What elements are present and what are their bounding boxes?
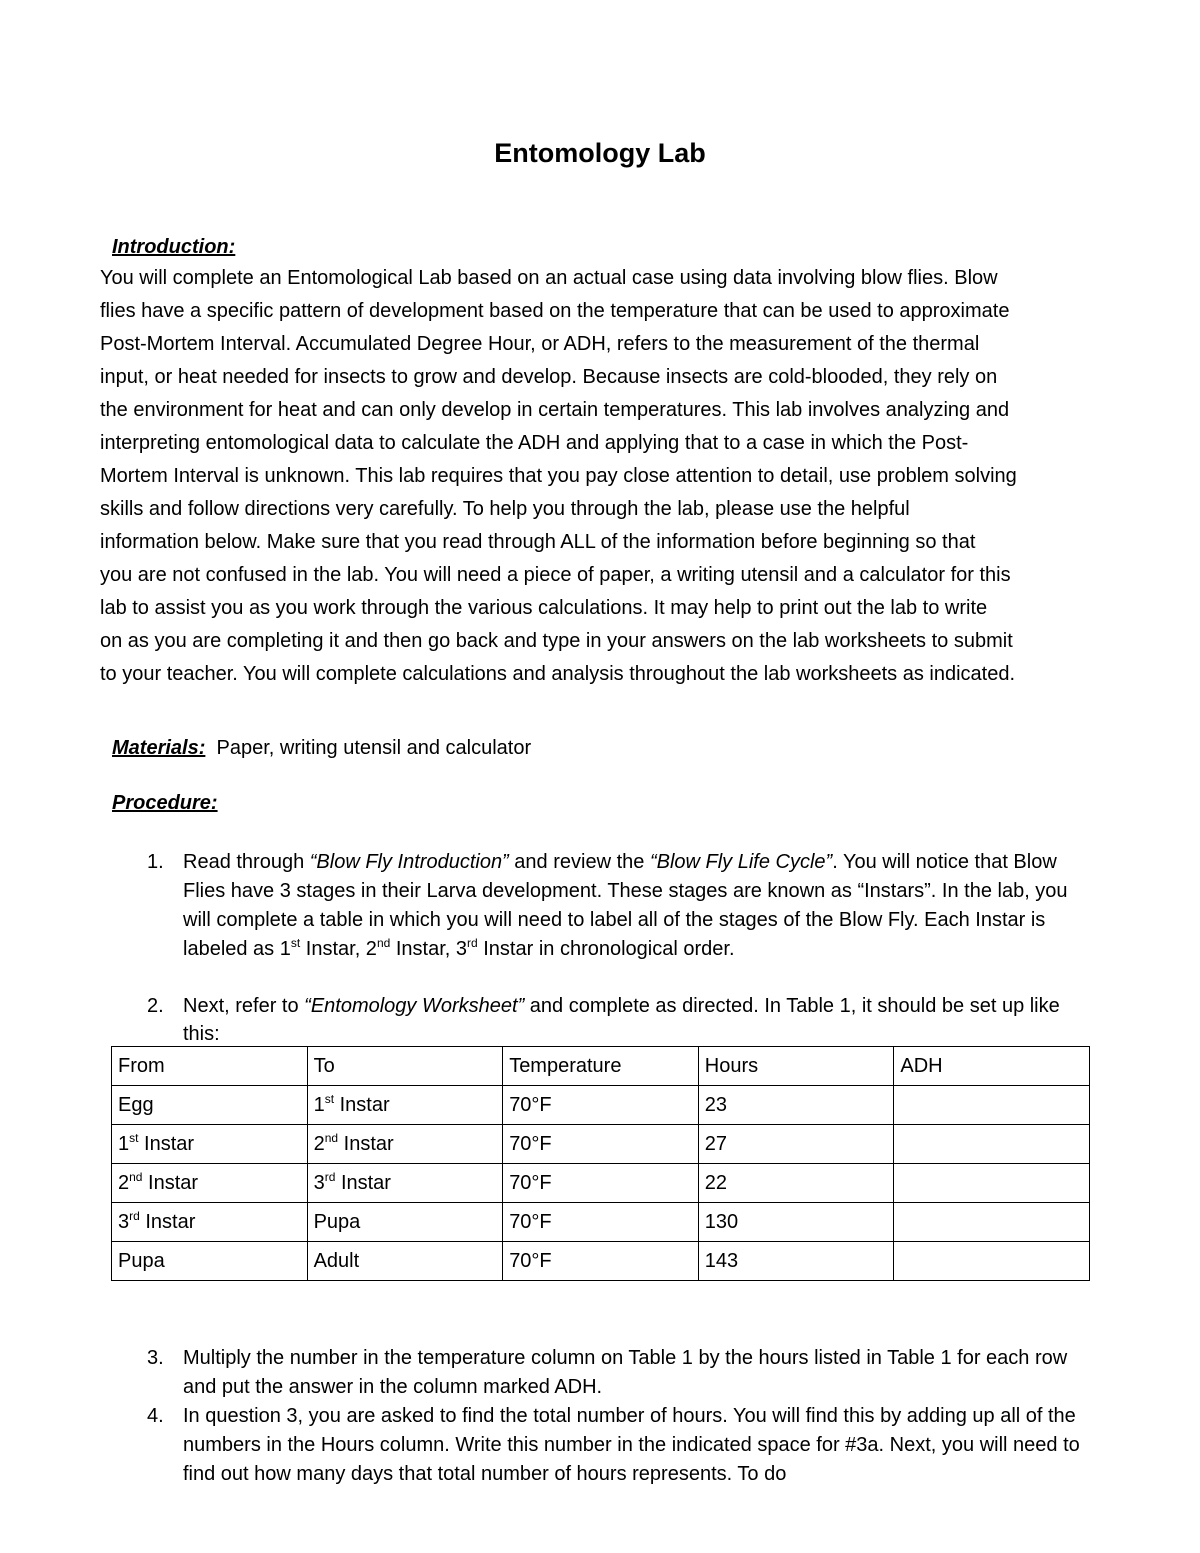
hours-cell: 130 <box>698 1203 894 1242</box>
temperature-cell: 70°F <box>503 1242 699 1281</box>
step-number: 3. <box>147 1347 164 1369</box>
table-row <box>112 1125 1090 1164</box>
adh-cell <box>894 1164 1090 1203</box>
procedure-step-4 <box>100 1402 1100 1489</box>
step-number: 2. <box>147 995 164 1017</box>
to-cell: Adult <box>307 1242 503 1281</box>
table-header-row <box>112 1047 1090 1086</box>
materials-section <box>112 737 531 760</box>
from-cell: 3rd Instar <box>112 1203 308 1242</box>
adh-cell <box>894 1242 1090 1281</box>
materials-heading: Materials: <box>112 737 206 759</box>
temperature-cell: 70°F <box>503 1086 699 1125</box>
from-cell: Egg <box>112 1086 308 1125</box>
reference-title: “Blow Fly Life Cycle” <box>649 851 833 873</box>
intro-line: on as you are completing it and then go back and type in your answers on the lab worksheets to submit <box>100 630 1013 652</box>
procedure-step-3 <box>100 1344 1100 1402</box>
intro-line: the environment for heat and can only develop in certain temperatures. This lab involves analyzing and <box>100 399 1010 421</box>
step-text: In question 3, you are asked to find the total number of hours. You will find this by adding up all of the numbers in the Hours column. Write this number in the indicated space for #3a. Next, you will need to find out how many days that total number of hours represents. To do <box>183 1405 1080 1485</box>
from-cell: 2nd Instar <box>112 1164 308 1203</box>
materials-text: Paper, writing utensil and calculator <box>216 737 532 759</box>
adh-cell <box>894 1203 1090 1242</box>
step-text: Next, refer to “Entomology Worksheet” and complete as directed. In Table 1, it should be set up like this: <box>183 995 1060 1045</box>
reference-title: “Blow Fly Introduction” <box>309 851 509 873</box>
adh-cell <box>894 1086 1090 1125</box>
intro-line: Mortem Interval is unknown. This lab requires that you pay close attention to detail, use problem solving <box>100 465 1017 487</box>
introduction-heading: Introduction: <box>112 236 236 258</box>
intro-line: Post-Mortem Interval. Accumulated Degree Hour, or ADH, refers to the measurement of the thermal <box>100 333 980 355</box>
hours-cell: 27 <box>698 1125 894 1164</box>
to-cell: 1st Instar <box>307 1086 503 1125</box>
hours-cell: 143 <box>698 1242 894 1281</box>
from-cell: 1st Instar <box>112 1125 308 1164</box>
table-row <box>112 1164 1090 1203</box>
table-1 <box>111 1046 1090 1281</box>
intro-line: skills and follow directions very carefully. To help you through the lab, please use the helpful <box>100 498 910 520</box>
intro-line: input, or heat needed for insects to grow and develop. Because insects are cold-blooded, they rely on <box>100 366 998 388</box>
intro-line: you are not confused in the lab. You will need a piece of paper, a writing utensil and a calculator for this <box>100 564 1011 586</box>
hours-cell: 22 <box>698 1164 894 1203</box>
to-cell: 2nd Instar <box>307 1125 503 1164</box>
header-cell: Temperature <box>503 1047 699 1086</box>
hours-cell: 23 <box>698 1086 894 1125</box>
intro-line: to your teacher. You will complete calculations and analysis throughout the lab worksheets as indicated. <box>100 663 1015 685</box>
intro-line: You will complete an Entomological Lab based on an actual case using data involving blow flies. Blow <box>100 267 998 289</box>
introduction-paragraph <box>100 262 1110 691</box>
intro-line: flies have a specific pattern of development based on the temperature that can be used to approximate <box>100 300 1010 322</box>
temperature-cell: 70°F <box>503 1125 699 1164</box>
procedure-heading: Procedure: <box>112 792 218 814</box>
intro-line: interpreting entomological data to calculate the ADH and applying that to a case in which the Post- <box>100 432 969 454</box>
procedure-step-1 <box>100 848 1100 964</box>
reference-title: “Entomology Worksheet” <box>304 995 525 1017</box>
table-row <box>112 1203 1090 1242</box>
to-cell: Pupa <box>307 1203 503 1242</box>
intro-line: lab to assist you as you work through the various calculations. It may help to print out the lab to write <box>100 597 988 619</box>
intro-line: information below. Make sure that you read through ALL of the information before beginning so that <box>100 531 976 553</box>
temperature-cell: 70°F <box>503 1164 699 1203</box>
step-number: 4. <box>147 1405 164 1427</box>
step-text: Multiply the number in the temperature column on Table 1 by the hours listed in Table 1 for each row and put the answer in the column marked ADH. <box>183 1347 1068 1398</box>
to-cell: 3rd Instar <box>307 1164 503 1203</box>
header-cell: To <box>307 1047 503 1086</box>
table-row <box>112 1242 1090 1281</box>
header-cell: Hours <box>698 1047 894 1086</box>
adh-cell <box>894 1125 1090 1164</box>
table-row <box>112 1086 1090 1125</box>
from-cell: Pupa <box>112 1242 308 1281</box>
procedure-step-2 <box>100 992 1100 1048</box>
step-text: Read through “Blow Fly Introduction” and review the “Blow Fly Life Cycle”. You will notice that Blow Flies have 3 stages in their Larva development. These stages are known as “Instars”. In the lab, you will complete a table in which you will need to label all of the stages of the Blow Fly. Each Instar is labeled as 1st Instar, 2nd Instar, 3rd Instar in chronological order. <box>183 851 1068 960</box>
temperature-cell: 70°F <box>503 1203 699 1242</box>
header-cell: ADH <box>894 1047 1090 1086</box>
step-number: 1. <box>147 851 164 873</box>
header-cell: From <box>112 1047 308 1086</box>
page-title: Entomology Lab <box>494 138 706 168</box>
